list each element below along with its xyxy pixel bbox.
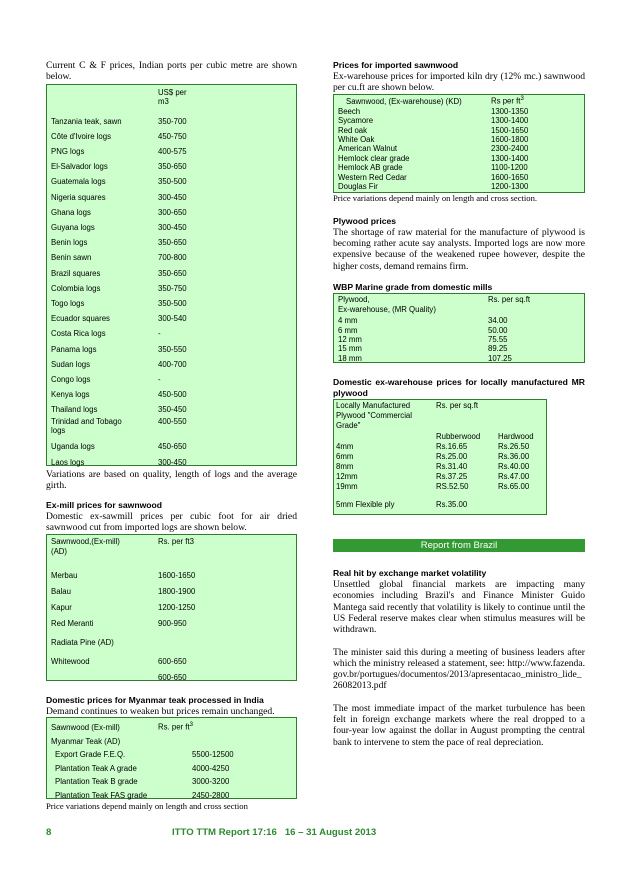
teak-grade-name: Plantation Teak FAS grade xyxy=(55,790,148,800)
imported-row xyxy=(338,107,580,116)
mr-thickness: 4mm xyxy=(336,441,354,451)
wbp-row xyxy=(338,316,580,325)
logs-row xyxy=(51,129,292,144)
log-name: Brazil squares xyxy=(51,268,101,278)
wbp-price: 50.00 xyxy=(488,325,508,335)
teak-grade-name: Export Grade F.E.Q. xyxy=(55,750,126,760)
logs-row xyxy=(51,311,292,326)
logs-row xyxy=(51,372,292,387)
logs-row xyxy=(51,326,292,341)
imported-text: Ex-warehouse prices for imported kiln dry (12% mc.) sawnwood per cu.ft are shown below. xyxy=(333,71,585,94)
log-price: 350-700 xyxy=(158,116,187,126)
imported-price-table xyxy=(333,94,585,193)
sawnwood-price: 600-650 xyxy=(158,657,187,667)
imported-price: 1200-1300 xyxy=(491,181,529,191)
imported-note: Price variations depend mainly on length and cross section. xyxy=(333,192,538,203)
logs-row xyxy=(51,114,292,129)
imported-species: Douglas Fir xyxy=(338,181,378,191)
mr-hardwood-price: Rs.65.00 xyxy=(498,482,530,492)
teak-grade-price: 2450-2800 xyxy=(192,790,230,800)
logs-row xyxy=(51,174,292,189)
log-price: 350-550 xyxy=(158,344,187,354)
log-name: Panama logs xyxy=(51,344,97,354)
ex-mill-text: Domestic ex-sawmill prices per cubic foot for air dried sawnwood cut from imported logs are shown below. xyxy=(46,511,297,534)
log-price: 300-450 xyxy=(158,223,187,232)
mr-thickness: 8mm xyxy=(336,462,354,472)
log-name: Colombia logs xyxy=(51,283,101,293)
imported-price: 1300-1400 xyxy=(491,153,529,163)
log-name: Nigeria squares xyxy=(51,192,106,202)
teak-grade-name: Plantation Teak B grade xyxy=(55,777,138,787)
imported-species: Beech xyxy=(338,106,361,116)
logs-row xyxy=(51,250,292,265)
imported-row xyxy=(338,172,580,181)
wbp-rows xyxy=(338,316,580,363)
imported-row xyxy=(338,182,580,191)
log-name: PNG logs xyxy=(51,147,85,157)
log-name: Tanzania teak, sawn xyxy=(51,116,122,126)
footer-title: ITTO TTM Report 17:16 16 – 31 August 2013 xyxy=(172,827,377,838)
mr-row xyxy=(336,451,542,461)
left-column xyxy=(46,60,297,812)
teak-grade-name: Plantation Teak A grade xyxy=(55,763,137,773)
wbp-thickness: 12 mm xyxy=(338,335,362,345)
imported-row xyxy=(338,163,580,172)
logs-row xyxy=(51,205,292,220)
wbp-heading: WBP Marine grade from domestic mills xyxy=(333,282,493,293)
imported-row xyxy=(338,135,580,144)
mr-row xyxy=(336,461,542,471)
sawnwood-name: Red Meranti xyxy=(51,619,94,629)
log-name: Guatemala logs xyxy=(51,177,106,187)
imported-price: 2300-2400 xyxy=(491,144,529,154)
logs-header-value: US$ per m3 xyxy=(158,87,187,106)
log-price: 400-575 xyxy=(158,147,187,157)
mr-rubberwood-price: Rs.37.25 xyxy=(436,472,468,482)
sawnwood-price: 900-950 xyxy=(158,619,187,629)
imported-row xyxy=(338,154,580,163)
sawnwood-name: Whitewood xyxy=(51,657,90,667)
mr-heading xyxy=(333,377,585,399)
sawnwood-name: Balau xyxy=(51,587,71,597)
sawnwood-header-name: Sawnwood,(Ex-mill) (AD) xyxy=(51,536,120,556)
log-name: Uganda logs xyxy=(51,442,95,452)
sawnwood-row xyxy=(51,584,292,600)
imported-species: Sycamore xyxy=(338,116,374,126)
imported-heading: Prices for imported sawnwood xyxy=(333,60,459,70)
imported-price: 1600-1800 xyxy=(491,134,529,144)
log-name: Ghana logs xyxy=(51,207,91,217)
mr-header-name: Locally Manufactured Plywood "Commercial Grade" xyxy=(336,401,412,431)
wbp-price: 75.55 xyxy=(488,335,508,345)
teak-price-table xyxy=(46,717,297,799)
sawnwood-row xyxy=(51,616,292,632)
wbp-header-value: Rs. per sq.ft xyxy=(488,295,531,305)
logs-row xyxy=(51,402,292,417)
teak-price-note: Price variations depend mainly on length and cross section xyxy=(46,801,248,812)
logs-row xyxy=(51,341,292,356)
sawnwood-row xyxy=(51,568,292,584)
logs-row xyxy=(51,159,292,174)
logs-row xyxy=(51,455,292,470)
imported-species: American Walnut xyxy=(338,144,398,154)
brazil-paragraph-1: Unsettled global financial markets are impacting many economies including Brazil's and Finance Minister Guido Mantega said recently that volatility is likely to continue until the US Federal reserve makes clear when stimulus measures will be withdrawn. xyxy=(333,579,585,636)
log-price: 700-800 xyxy=(158,253,187,263)
teak-row xyxy=(51,748,292,762)
mr-rubberwood-price: RS.52.50 xyxy=(436,482,469,492)
page-number: 8 xyxy=(46,827,52,838)
logs-row xyxy=(51,387,292,402)
intro-text: Current C & F prices, Indian ports per cubic metre are shown below. xyxy=(46,60,297,83)
imported-rows xyxy=(338,107,580,192)
log-price: 350-450 xyxy=(158,405,187,415)
brazil-heading: Real hit by exchange market volatility xyxy=(333,568,487,579)
log-price: 400-550 xyxy=(158,417,187,427)
mr-rubberwood-price: Rs.31.40 xyxy=(436,462,468,472)
mr-extra-name: 5mm Flexible ply xyxy=(336,499,395,509)
wbp-row xyxy=(338,325,580,334)
sawnwood-price: 1200-1250 xyxy=(158,603,196,613)
teak-header-value: Rs. per ft xyxy=(158,722,190,732)
mr-extra-value: Rs.35.00 xyxy=(436,499,468,509)
log-price: 400-700 xyxy=(158,359,187,369)
log-price: 350-650 xyxy=(158,162,187,172)
log-name: Benin logs xyxy=(51,238,88,248)
right-column xyxy=(333,60,585,748)
logs-price-table xyxy=(46,84,297,466)
mr-heading-text: Domestic ex-warehouse prices for locally manufactured MR plywood xyxy=(333,377,585,399)
imported-species: Western Red Cedar xyxy=(338,172,407,182)
wbp-row xyxy=(338,344,580,353)
brazil-section-bar: Report from Brazil xyxy=(333,539,585,552)
imported-header-sup: 3 xyxy=(520,96,524,103)
sawnwood-price: 1800-1900 xyxy=(158,587,196,597)
logs-row xyxy=(51,296,292,311)
sawnwood-price: 1600-1650 xyxy=(158,571,196,581)
imported-species: Hemlock clear grade xyxy=(338,153,410,163)
wbp-price: 107.25 xyxy=(488,353,512,363)
wbp-price: 34.00 xyxy=(488,316,508,326)
logs-row xyxy=(51,144,292,159)
log-name: Laos logs xyxy=(51,457,85,467)
teak-grade-price: 3000-3200 xyxy=(192,777,230,787)
wbp-price: 89.25 xyxy=(488,344,508,354)
log-name: Ecuador squares xyxy=(51,314,110,324)
log-price: 450-750 xyxy=(158,131,187,141)
sawnwood-row xyxy=(51,632,292,654)
mr-thickness: 19mm xyxy=(336,482,358,492)
sawnwood-row xyxy=(51,670,292,686)
teak-group: Myanmar Teak (AD) xyxy=(51,736,121,746)
imported-header-value: Rs per ft xyxy=(491,96,521,106)
myanmar-heading: Domestic prices for Myanmar teak processed in India xyxy=(46,694,264,705)
mr-col-rubberwood: Rubberwood xyxy=(436,431,481,441)
log-price: - xyxy=(158,374,161,384)
log-price: 350-500 xyxy=(158,298,187,308)
mr-row xyxy=(336,472,542,482)
logs-row xyxy=(51,220,292,235)
wbp-row xyxy=(338,354,580,363)
brazil-paragraph-2: The minister said this during a meeting of business leaders after which the ministry released a statement, see: http://www.fazenda.gov.br/portugues/documentos/2013/apresentacao_ministro_lide_26082013.pdf xyxy=(333,646,585,692)
logs-row xyxy=(51,190,292,205)
log-price: 300-650 xyxy=(158,207,187,217)
mr-header-value: Rs. per sq.ft xyxy=(436,401,479,411)
logs-row xyxy=(51,235,292,250)
log-price: 300-450 xyxy=(158,457,187,467)
imported-species: Red oak xyxy=(338,125,368,135)
imported-header-name: Sawnwood, (Ex-warehouse) (KD) xyxy=(346,96,462,106)
logs-row xyxy=(51,417,292,439)
log-price: 350-750 xyxy=(158,283,187,293)
teak-row xyxy=(51,789,292,803)
log-name: Togo logs xyxy=(51,298,85,308)
mr-hardwood-price: Rs.26.50 xyxy=(498,441,530,451)
sawnwood-row xyxy=(51,600,292,616)
teak-row xyxy=(51,762,292,776)
ex-mill-heading: Ex-mill prices for sawnwood xyxy=(46,500,163,511)
mr-col-hardwood: Hardwood xyxy=(498,431,534,441)
wbp-thickness: 4 mm xyxy=(338,316,358,326)
variations-note: Variations are based on quality, length of logs and the average girth. xyxy=(46,468,297,491)
teak-grade-price: 4000-4250 xyxy=(192,763,230,773)
brazil-paragraph-3: The most immediate impact of the market turbulence has been felt in foreign exchange markets where the real dropped to a four-year low against the dollar in August prompting the central bank to intervene to stem the pace of real depreciation. xyxy=(333,702,585,748)
log-name: Benin sawn xyxy=(51,253,92,263)
log-name: Congo logs xyxy=(51,374,91,384)
sawnwood-name: Merbau xyxy=(51,571,78,581)
sawnwood-name: Kapur xyxy=(51,603,72,613)
logs-row xyxy=(51,265,292,280)
log-price: 300-450 xyxy=(158,192,187,202)
wbp-thickness: 6 mm xyxy=(338,325,358,335)
mr-rubberwood-price: Rs.16.65 xyxy=(436,441,468,451)
log-price: 350-650 xyxy=(158,268,187,278)
mr-price-table xyxy=(333,399,547,515)
mr-hardwood-price: Rs.47.00 xyxy=(498,472,530,482)
teak-header-sup: 3 xyxy=(189,722,193,729)
imported-price: 1300-1350 xyxy=(491,106,529,116)
logs-rows xyxy=(51,114,292,470)
mr-thickness: 12mm xyxy=(336,472,358,482)
teak-header-name: Sawnwood (Ex-mill) xyxy=(51,722,120,732)
imported-price: 1500-1650 xyxy=(491,125,529,135)
sawnwood-row xyxy=(51,654,292,670)
plywood-heading: Plywood prices xyxy=(333,215,397,226)
log-name: Côte d'Ivoire logs xyxy=(51,131,111,141)
imported-row xyxy=(338,144,580,153)
mr-row xyxy=(336,441,542,451)
teak-row xyxy=(51,775,292,789)
sawnwood-rows xyxy=(51,568,292,686)
sawnwood-header-value: Rs. per ft3 xyxy=(158,536,194,546)
wbp-header-name: Plywood, Ex-warehouse, (MR Quality) xyxy=(338,295,436,315)
teak-grade-price: 5500-12500 xyxy=(192,750,234,760)
mr-row xyxy=(336,482,542,492)
teak-rows xyxy=(51,748,292,802)
sawnwood-name: Radiata Pine (AD) xyxy=(51,638,114,648)
plywood-text: The shortage of raw material for the manufacture of plywood is becoming rather acute say analysts. Imported logs are now more expensive because of the weakened rupee however, despite the higher costs, demand remains firm. xyxy=(333,226,585,272)
imported-price: 1600-1650 xyxy=(491,172,529,182)
log-price: 300-540 xyxy=(158,314,187,324)
imported-row xyxy=(338,125,580,134)
imported-species: White Oak xyxy=(338,134,375,144)
imported-price: 1300-1400 xyxy=(491,116,529,126)
log-price: 450-500 xyxy=(158,390,187,400)
log-name: Costa Rica logs xyxy=(51,329,106,339)
sawnwood-price-table xyxy=(46,534,297,681)
imported-row xyxy=(338,116,580,125)
mr-rows xyxy=(336,441,542,492)
imported-price: 1100-1200 xyxy=(491,163,528,173)
wbp-thickness: 18 mm xyxy=(338,353,362,363)
log-name: El-Salvador logs xyxy=(51,162,108,172)
mr-hardwood-price: Rs.40.00 xyxy=(498,462,530,472)
mr-hardwood-price: Rs.36.00 xyxy=(498,451,530,461)
wbp-price-table xyxy=(333,293,585,363)
sawnwood-price: 600-650 xyxy=(158,673,187,683)
logs-row xyxy=(51,439,292,454)
imported-species: Hemlock AB grade xyxy=(338,163,403,173)
wbp-row xyxy=(338,335,580,344)
mr-thickness: 6mm xyxy=(336,451,354,461)
log-name: Trinidad and Tobago logs xyxy=(51,417,122,436)
log-name: Guyana logs xyxy=(51,223,95,232)
log-price: - xyxy=(158,329,161,339)
log-price: 350-650 xyxy=(158,238,187,248)
log-name: Sudan logs xyxy=(51,359,91,369)
wbp-thickness: 15 mm xyxy=(338,344,362,354)
log-price: 450-650 xyxy=(158,442,187,452)
mr-rubberwood-price: Rs.25.00 xyxy=(436,451,468,461)
myanmar-text: Demand continues to weaken but prices remain unchanged. xyxy=(46,705,275,717)
log-name: Kenya logs xyxy=(51,390,90,400)
logs-row xyxy=(51,281,292,296)
logs-row xyxy=(51,357,292,372)
log-price: 350-500 xyxy=(158,177,187,187)
log-name: Thailand logs xyxy=(51,405,98,415)
